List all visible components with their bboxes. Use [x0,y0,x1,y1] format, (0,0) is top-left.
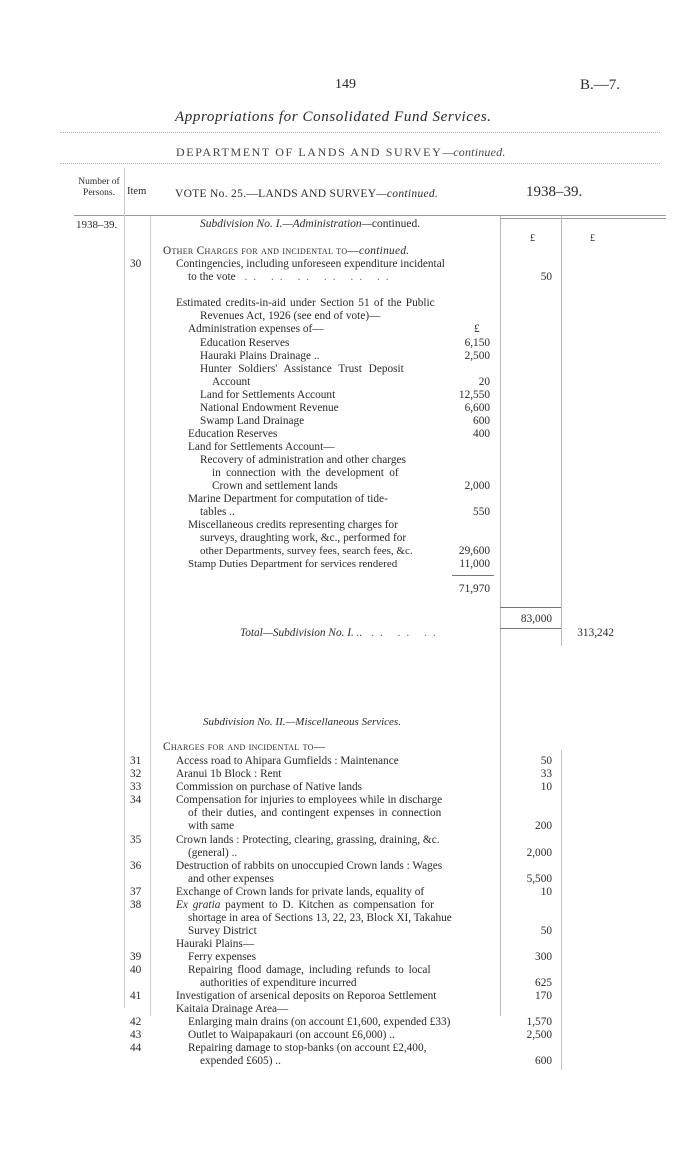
credit-row-label: in connection with the development of [212,467,399,479]
item-number: 37 [130,886,142,898]
item-number: 33 [130,781,142,793]
other-charges-label: Other Charges for and incidental to— [163,245,360,257]
item-amount: 10 [540,781,552,793]
item-number: 44 [130,1042,142,1054]
item-number: 34 [130,794,142,806]
item-text: Access road to Ahipara Gumfields : Maintenance [176,755,399,767]
item-column-header: Item [127,186,147,197]
credit-row-value: 20 [478,376,490,388]
item-text: expended £605) .. [200,1055,281,1067]
item-number: 35 [130,834,142,846]
total-label-text: Total—Subdivision No. I. .. [240,627,363,639]
credit-row-label: Stamp Duties Department for services rendered [188,558,398,570]
item-amount: 33 [540,768,552,780]
credit-row-label: Education Reserves [188,428,278,440]
item-text: shortage in area of Sections 13, 22, 23, Block XI, Takahue [188,912,452,924]
item-text: authorities of expenditure incurred [200,977,357,989]
credits-total: 71,970 [458,583,490,595]
credit-row-label: Marine Department for computation of tide- [188,493,388,505]
credits-total-rule [452,575,494,576]
pound-symbol-1: £ [530,233,535,244]
item-text: Aranui 1b Block : Rent [176,768,282,780]
subdivision-1-title: Subdivision No. I.—Administration— [200,218,372,230]
item-text: Contingencies, including unforeseen expenditure incidental [176,258,445,270]
department-continued: —continued. [442,145,506,159]
credit-row-label: Land for Settlements Account— [188,441,335,453]
item-number: 36 [130,860,142,872]
item-number: 40 [130,964,142,976]
item-amount: 2,000 [526,847,552,859]
item-text: and other expenses [188,873,274,885]
item-amount: 300 [535,951,552,963]
item-text-continued: to the vote [188,271,236,283]
item-amount: 50 [540,755,552,767]
administration-expenses-label: Administration expenses of— [188,323,324,335]
item-text: with same [188,820,235,832]
item-amount: 10 [540,886,552,898]
item-text: Destruction of rabbits on unoccupied Crown lands : Wages [176,860,443,872]
item-amount: 2,500 [526,1029,552,1041]
credits-heading-line-2: Revenues Act, 1926 (see end of vote)— [200,310,381,322]
title-rule [60,132,660,133]
item-text: Survey District [188,925,257,937]
item-text: Enlarging main drains (on account £1,600, expended £33) [188,1016,451,1028]
vote-continued: —continued. [376,188,439,200]
leader-dots: .. .. .. [362,627,442,639]
item-column-separator [150,216,151,1016]
item-text: Crown lands : Protecting, clearing, grassing, draining, &c. [176,834,440,846]
item-amount: 1,570 [526,1016,552,1028]
document-reference: B.—7. [580,77,621,93]
subtotal-rule-bottom [500,628,561,629]
item-amount: 5,500 [526,873,552,885]
credit-row-value: 6,150 [464,337,490,349]
item-text: Hauraki Plains— [176,938,255,950]
item-number: 39 [130,951,142,963]
department-name: DEPARTMENT OF LANDS AND SURVEY [176,145,443,159]
credit-row-label: Miscellaneous credits representing charges for [188,519,398,531]
item-text: Repairing damage to stop-banks (on account £2,400, [188,1042,427,1054]
year-column-header: 1938–39. [526,184,583,200]
item-number: 38 [130,899,142,911]
department-rule [60,163,660,164]
credit-row-value: 2,500 [464,350,490,362]
item-text [188,271,395,283]
credit-row-value: 550 [473,506,490,518]
credits-heading-line-1: Estimated credits-in-aid under Section 51 of the Public [176,297,435,309]
credit-row-label: Hauraki Plains Drainage .. [200,350,320,362]
subtotal-rule-top [500,607,561,608]
credit-row-label: Swamp Land Drainage [200,415,305,427]
subdivision-1-subtotal: 83,000 [520,613,552,625]
subdivision-1-heading [200,218,420,230]
credit-row-label: Land for Settlements Account [200,389,336,401]
persons-year: 1938–39. [76,219,118,231]
item-amount: 50 [540,925,552,937]
item-amount: 200 [535,820,552,832]
subdivision-2-heading: Subdivision No. II.—Miscellaneous Services. [203,716,401,728]
credit-row-value: 29,600 [458,545,490,557]
credit-row-value: 600 [473,415,490,427]
charges-heading: Charges for and incidental to— [163,741,326,753]
credit-row-label: Hunter Soldiers' Assistance Trust Deposit [200,363,404,375]
item-number: 32 [130,768,142,780]
credit-row-label: surveys, draughting work, &c., performed for [200,532,407,544]
item-text: Repairing flood damage, including refunds to local [188,964,431,976]
leader-dots: .. .. .. .. .. .. [235,271,395,283]
other-charges-heading [163,245,409,257]
page-title: Appropriations for Consolidated Fund Services. [175,109,492,125]
item-number: 43 [130,1029,142,1041]
credit-row-value: 11,000 [459,558,490,570]
item-text: Kaitaia Drainage Area— [176,1003,289,1015]
pound-symbol-2: £ [590,233,595,244]
item-text: Compensation for injuries to employees while in discharge [176,794,443,806]
persons-column-header: Number of Persons. [78,177,120,198]
item-text: Investigation of arsenical deposits on Reporoa Settlement [176,990,437,1002]
credit-row-label: tables .. [200,506,235,518]
header-rule [74,215,666,216]
item-number: 30 [130,258,142,270]
credit-row-label: Recovery of administration and other charges [200,454,406,466]
item-text: of their duties, and contingent expenses in connection [188,807,442,819]
item-amount: 600 [535,1055,552,1067]
credit-row-value: 400 [473,428,490,440]
total-column-separator [561,216,562,646]
credit-row-value: 6,600 [464,402,490,414]
credits-pound-symbol: £ [474,323,480,335]
credit-row-label: National Endowment Revenue [200,402,339,414]
credit-row-label: Account [212,376,251,388]
persons-column-separator [124,168,125,1008]
item-text: Commission on purchase of Native lands [176,781,363,793]
subdivision-1-total: 313,242 [577,627,614,639]
lower-amount-separator [561,750,562,1070]
credit-row-label: Crown and settlement lands [212,480,338,492]
vote-title: VOTE No. 25.—LANDS AND SURVEY [175,188,377,200]
item-text: Outlet to Waipapakauri (on account £6,000) .. [188,1029,395,1041]
credit-row-value: 2,000 [464,480,490,492]
item-text: Exchange of Crown lands for private lands, equality of [176,886,425,898]
page-number: 149 [335,77,356,92]
vote-heading [175,188,438,200]
credit-row-label: Education Reserves [200,337,290,349]
item-text: (general) .. [188,847,238,859]
ex-gratia-italic: Ex gratia [176,899,221,911]
department-heading [176,145,506,160]
item-number: 42 [130,1016,142,1028]
item-number: 31 [130,755,142,767]
credit-row-value: 12,550 [458,389,490,401]
other-charges-continued: continued. [359,245,410,257]
subdivision-1-total-label [240,627,442,639]
item-text: Ferry expenses [188,951,257,963]
item-text: Ex gratia payment to D. Kitchen as compensation for [176,899,434,911]
credit-row-label: other Departments, survey fees, search fees, &c. [200,545,413,557]
item-amount: 170 [535,990,552,1002]
subdivision-1-continued: continued. [371,218,421,230]
item-number: 41 [130,990,142,1002]
amount-header-rule [500,218,666,219]
item-amount: 50 [540,271,552,283]
item-amount: 625 [535,977,552,989]
